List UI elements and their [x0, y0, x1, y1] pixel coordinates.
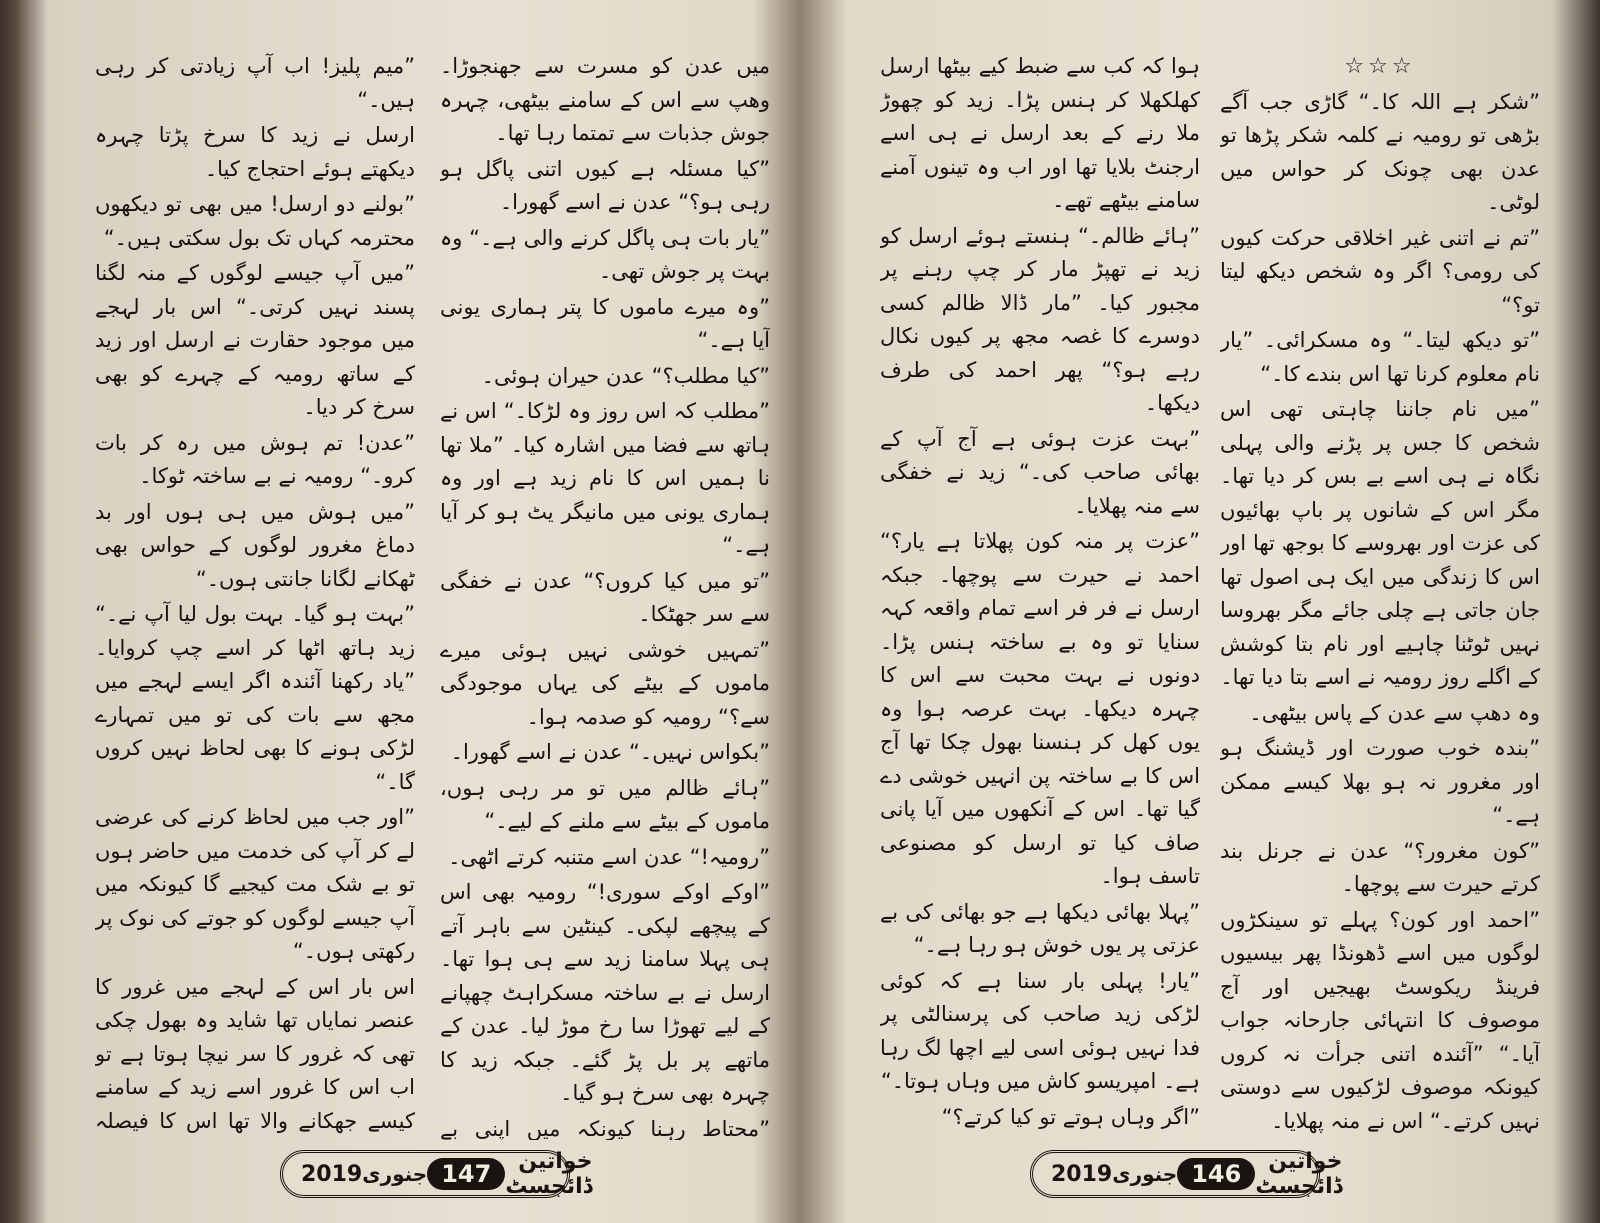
footer-month: جنوری: [362, 1162, 428, 1186]
paragraph: وہ دھپ سے عدن کے پاس بیٹھی۔: [1249, 700, 1540, 725]
paragraph: ”احمد اور کون؟ پہلے تو سینکڑوں لوگوں میں اسے ڈھونڈا پھر بیسیوں فرینڈ ریکوسٹ بھیجیں اور آج موصوف کا انتہائی جارحانہ جواب آیا۔“ ”آئندہ اتنی جرأت نہ کروں کیونکہ موصوف لڑکیوں سے دوستی نہیں کرتے۔“ اس نے منہ پھلایا۔: [1220, 907, 1540, 1133]
paragraph: ”کیا مطلب؟“ عدن حیران ہوئی۔: [481, 363, 770, 388]
page-number: 146: [1177, 1158, 1255, 1190]
paragraph: ”تمہیں خوشی نہیں ہوئی میرے ماموں کے بیٹے کی یہاں موجودگی سے؟“ رومیہ کو صدمہ ہوا۔: [440, 637, 770, 729]
paragraph: ہوا کہ کب سے ضبط کیے بیٹھا ارسل کھلکھلا کر ہنس پڑا۔ زید کو چھوڑ ملا رنے کے بعد ارسل نے ہی اسے ارجنٹ بلایا تھا اور اب وہ تینوں آمنے سامنے بیٹھے تھے۔: [880, 54, 1200, 212]
right-page: [860, 30, 1550, 1210]
paragraph: ”یار بات ہی پاگل کرنے والی ہے۔“ وہ بہت پر جوش تھی۔: [440, 225, 770, 283]
paragraph: ”اوکے اوکے سوری!“ رومیہ بھی اس کے پیچھے لپکی۔ کینٹین سے باہر آتے ہی پہلا سامنا زید سے ہی ہوا تھا۔ ارسل نے بے ساختہ مسکراہٹ چھپانے کے لیے تھوڑا سا رخ موڑ لیا۔ عدن کے ماتھے پر بل پڑ گئے۔ جبکہ زید کا چہرہ بھی سرخ ہو گیا۔: [440, 880, 770, 1105]
paragraph: ”تو میں کیا کروں؟“ عدن نے خفگی سے سر جھٹکا۔: [440, 568, 770, 626]
paragraph: [880, 1136, 1200, 1140]
paragraph: ”اور جب میں لحاظ کرنے کی عرضی لے کر آپ کی خدمت میں حاضر ہوں تو بے شک مت کیجیے گا کیونکہ میں آپ جیسے لوگوں کو جوتے کی نوک پر رکھتی ہوں۔“: [95, 805, 415, 963]
paragraph: ”یار! پہلی بار سنا ہے کہ کوئی لڑکی زید صاحب کی پرسنالٹی پر فدا نہیں ہوئی اسی لیے اچھا لگ رہا ہے۔ امپریسو کاش میں وہاں ہوتا۔“: [880, 968, 1200, 1093]
paragraph: ”بندہ خوب صورت اور ڈیشنگ ہو اور مغرور نہ ہو بھلا کیسے ممکن ہے۔“: [1220, 736, 1540, 827]
paragraph: ”رومیہ!“ عدن اسے متنبہ کرتے اٹھی۔: [448, 844, 770, 869]
paragraph: ”کون مغرور؟“ عدن نے جرنل بند کرتے حیرت سے پوچھا۔: [1220, 838, 1540, 896]
paragraph: ”عزت پر منہ کون پھلاتا ہے یار؟“ احمد نے حیرت سے پوچھا۔ جبکہ ارسل نے فر فر اسے تمام واقعہ کہہ سنایا تو وہ بے ساختہ ہنس پڑا۔ دونوں نے بہت محبت سے اس کا چہرہ دیکھا۔ بہت عرصہ ہوا وہ یوں کھل کر ہنسنا بھول چکا تھا آج اس کا بے ساختہ پن انہیں خوشی دے گیا تھا۔ اس کے آنکھوں میں آیا پانی صاف کیا تو ارسل کو مصنوعی تاسف ہوا۔: [880, 529, 1200, 888]
page-number: 147: [427, 1158, 505, 1190]
left-page-left-column: [95, 50, 415, 1140]
paragraph: ”محتاط رہنا کیونکہ میں اپنی بے: [440, 1116, 770, 1140]
paragraph: ”عدن! تم ہوش میں رہ کر بات کرو۔“ رومیہ نے بے ساختہ ٹوکا۔: [95, 430, 415, 488]
paragraph: ”تو دیکھ لیتا۔“ وہ مسکرائی۔ ”یار نام معلوم کرنا تھا اس بندے کا۔“: [1220, 328, 1540, 386]
paragraph: ”کیا مسئلہ ہے کیوں اتنی پاگل ہو رہی ہو؟“ عدن نے اسے گھورا۔: [440, 156, 770, 214]
paragraph: ”اگر وہاں ہوتے تو کیا کرتے؟“: [941, 1104, 1200, 1129]
footer-month: جنوری: [1112, 1162, 1178, 1186]
paragraph: ”میں آپ جیسے لوگوں کے منہ لگنا پسند نہیں کرتی۔“ اس بار لہجے میں موجود حقارت نے ارسل اور زید کے ساتھ رومیہ کے چہرے کو بھی سرخ کر دیا۔: [95, 261, 415, 419]
footer-year: 2019: [1051, 1161, 1113, 1187]
paragraph: ”شکر ہے اللہ کا۔“ گاڑی جب آگے بڑھی تو رومیہ نے کلمہ شکر پڑھا تو عدن بھی چونک کر حواس میں لوٹی۔: [1220, 89, 1540, 214]
right-page-footer: [1030, 1149, 1343, 1199]
paragraph: ”تم نے اتنی غیر اخلاقی حرکت کیوں کی رومی؟ اگر وہ شخص دیکھ لیتا تو؟“: [1220, 225, 1540, 317]
magazine-name: خواتین ڈائجسٹ: [1255, 1149, 1343, 1199]
paragraph: ”بکواس نہیں۔“ عدن نے اسے گھورا۔: [450, 740, 770, 764]
paragraph: ”بولنے دو ارسل! میں بھی تو دیکھوں محترمہ کہاں تک بول سکتی ہیں۔“: [95, 192, 415, 250]
paragraph: ”میم پلیز! اب آپ زیادتی کر رہی ہیں۔“: [95, 54, 415, 112]
footer-year: 2019: [301, 1161, 363, 1187]
right-page-left-column: [880, 50, 1200, 1140]
left-page: [80, 30, 780, 1210]
paragraph: ”میں ہوش میں ہی ہوں اور بد دماغ مغرور لوگوں کے حواس بھی ٹھکانے لگانا جانتی ہوں۔“: [95, 499, 415, 591]
paragraph: میں عدن کو مسرت سے جھنجوڑا۔ وھپ سے اس کے سامنے بیٹھی، چہرہ جوش جذبات سے تمتما رہا تھا۔: [440, 54, 770, 145]
paragraph: ”وہ میرے ماموں کا پتر ہماری یونی آیا ہے۔“: [440, 294, 770, 352]
paragraph: ”ہائے ظالم میں تو مر رہی ہوں، ماموں کے بیٹے سے ملنے کے لیے۔“: [440, 775, 770, 833]
paragraph: ”بہت عزت ہوئی ہے آج آپ کے بھائی صاحب کی۔“ زید نے خفگی سے منہ پھلایا۔: [880, 426, 1200, 518]
left-page-footer: [280, 1149, 593, 1199]
paragraph: ”پہلا بھائی دیکھا ہے جو بھائی کی بے عزتی پر یوں خوش ہو رہا ہے۔“: [880, 899, 1200, 957]
paragraph: اس بار اس کے لہجے میں غرور کا عنصر نمایاں تھا شاید وہ بھول چکی تھی کہ غرور کا سر نیچا ہوتا ہے تو اب اس کا غرور اسے زید کے سامنے کیسے جھکانے والا تھا اس کا فیصلہ: [95, 974, 415, 1133]
paragraph: ارسل نے زید کا سرخ پڑتا چہرہ دیکھتے ہوئے احتجاج کیا۔: [95, 123, 415, 181]
paragraph: ”بہت ہو گیا۔ بہت بول لیا آپ نے۔“ زید ہاتھ اٹھا کر اسے چپ کروایا۔ ”یاد رکھنا آئندہ اگر ایسے لہجے میں مجھ سے بات کی تو میں تمہارے لڑکی ہونے کا بھی لحاظ نہیں کروں گا۔“: [95, 602, 415, 794]
right-page-right-column: [1220, 50, 1540, 1140]
magazine-name: خواتین ڈائجسٹ: [505, 1149, 593, 1199]
paragraph: ”ہائے ظالم۔“ ہنستے ہوئے ارسل کو زید نے تھپڑ مار کر چپ رہنے پر مجبور کیا۔ ”مار ڈالا ظالم کسی دوسرے کا غصہ مجھ پر کیوں نکال رہے ہو؟“ پھر احمد کی طرف دیکھا۔: [880, 223, 1200, 415]
paragraph: ”میں نام جاننا چاہتی تھی اس شخص کا جس پر پڑنے والی پہلی نگاہ نے ہی اسے بے بس کر دیا تھا۔ مگر اس کے شانوں پر باپ بھائیوں کی عزت اور بھروسے کا بوجھ تھا اور اس کا زندگی میں ایک ہی اصول تھا جان جاتی ہے چلی جائے مگر بھروسا نہیں ٹوٹنا چاہیے اور نام بتا کوشش کے اگلے روز رومیہ نے اسے بتا دیا تھا۔: [1220, 397, 1540, 689]
left-page-right-column: [440, 50, 770, 1140]
paragraph: ”مطلب کہ اس روز وہ لڑکا۔“ اس نے ہاتھ سے فضا میں اشارہ کیا۔ ”ملا تھا نا ہمیں اس کا نام زید ہے اور وہ ہماری یونی میں مانیگر یٹ ہو کر آیا ہے۔“: [440, 399, 770, 557]
section-divider-stars: ☆☆☆: [1344, 54, 1416, 79]
